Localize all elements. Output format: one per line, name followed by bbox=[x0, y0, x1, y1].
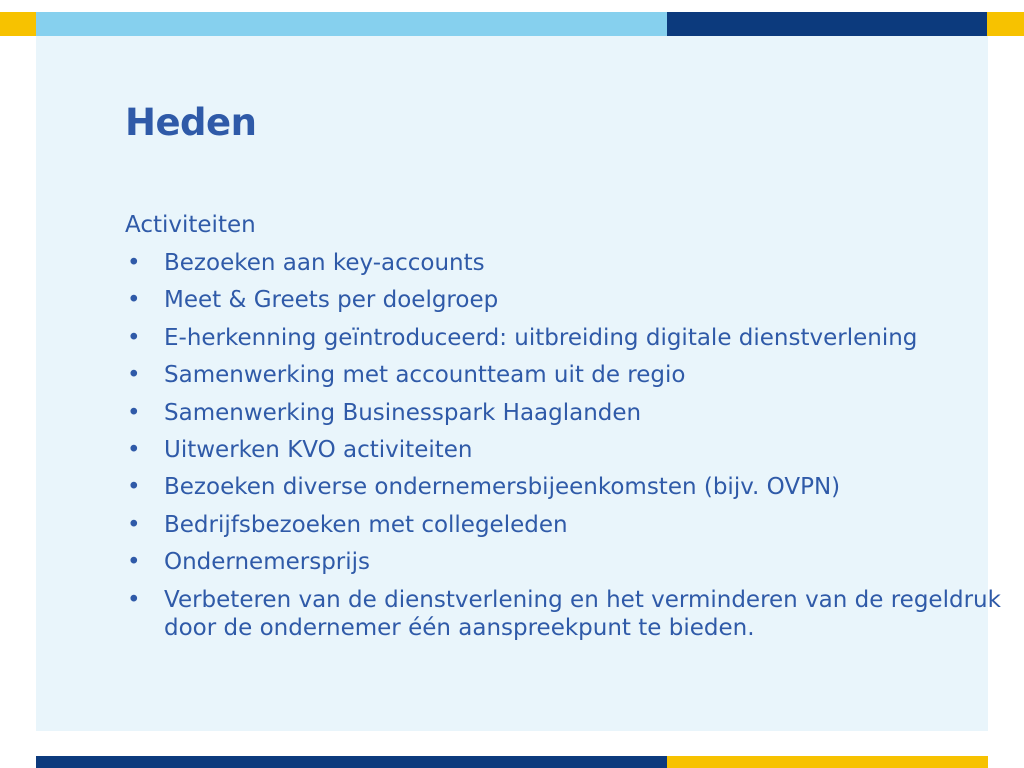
section-subheading: Activiteiten bbox=[125, 212, 256, 238]
bullet-dot: • bbox=[127, 250, 141, 276]
bullet-dot: • bbox=[127, 399, 141, 426]
bullet-item bbox=[125, 399, 1005, 427]
bullet-text: Uitwerken KVO activiteiten bbox=[164, 436, 473, 463]
bullet-text: Samenwerking Businesspark Haaglanden bbox=[164, 399, 642, 426]
bullet-text: Samenwerking met accountteam uit de regio bbox=[164, 362, 686, 389]
bullet-text: Ondernemersprijs bbox=[164, 549, 371, 576]
bullet-dot: • bbox=[127, 324, 141, 351]
bullet-dot: • bbox=[127, 436, 141, 463]
bullet-item bbox=[125, 324, 1005, 352]
bullet-item bbox=[125, 286, 1005, 314]
slide-title: Heden bbox=[125, 101, 257, 144]
bullet-dot: • bbox=[127, 511, 141, 538]
bullet-text: Verbeteren van de dienstverlening en het verminderen van de regeldruk door de ondernemer één aanspreekpunt te bieden. bbox=[164, 586, 1001, 641]
bullet-text: Meet & Greets per doelgroep bbox=[164, 287, 499, 314]
bullet-item bbox=[125, 249, 1005, 277]
bottom-yellow-bar bbox=[667, 756, 988, 768]
top-left-yellow-bar bbox=[0, 12, 36, 36]
bullet-text: Bezoeken aan key-accounts bbox=[164, 250, 485, 276]
bullet-dot: • bbox=[127, 362, 141, 389]
top-navy-bar bbox=[667, 12, 987, 36]
bullet-item bbox=[125, 473, 1005, 501]
bullet-item bbox=[125, 586, 1005, 642]
bullet-item bbox=[125, 436, 1005, 464]
bullet-dot: • bbox=[127, 287, 141, 314]
bullet-text: Bedrijfsbezoeken met collegeleden bbox=[164, 511, 568, 538]
bullet-text: E-herkenning geïntroduceerd: uitbreiding digitale dienstverlening bbox=[164, 324, 918, 351]
bullet-list bbox=[125, 249, 1005, 651]
bottom-navy-bar bbox=[36, 756, 667, 768]
bullet-text: Bezoeken diverse ondernemersbijeenkomsten (bijv. OVPN) bbox=[164, 474, 841, 501]
bullet-dot: • bbox=[127, 586, 141, 613]
bullet-item bbox=[125, 548, 1005, 576]
bullet-dot: • bbox=[127, 549, 141, 576]
bullet-item bbox=[125, 361, 1005, 389]
top-right-yellow-bar bbox=[987, 12, 1024, 36]
bullet-dot: • bbox=[127, 474, 141, 501]
bullet-item bbox=[125, 511, 1005, 539]
top-light-blue-bar bbox=[36, 12, 667, 36]
